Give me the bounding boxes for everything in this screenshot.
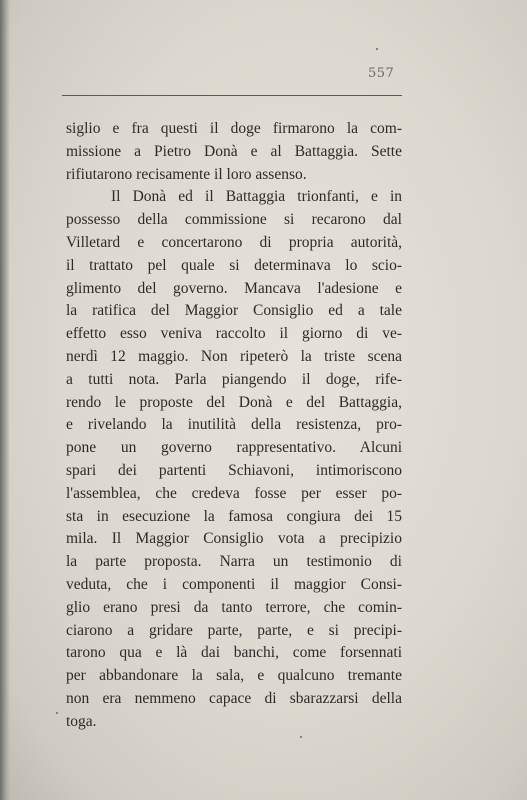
text-line: nerdì 12 maggio. Non ripeterò la triste scena [66, 347, 402, 365]
text-line: la ratifica del Maggior Consiglio ed a tale [66, 302, 402, 320]
paper-speck [376, 48, 378, 50]
text-line: mila. Il Maggior Consiglio vota a precipizio [66, 530, 402, 548]
text-line: e rivelando la inutilità della resistenza, pro- [66, 416, 402, 434]
text-line: pone un governo rappresentativo. Alcuni [66, 439, 402, 457]
text-line: a tutti nota. Parla piangendo il doge, rife- [66, 370, 402, 388]
text-line: ciarono a gridare parte, parte, e si precipi- [66, 621, 402, 639]
text-line: rendo le proposte del Donà e del Battaggia, [66, 393, 402, 411]
text-line: veduta, che i componenti il maggior Consi- [66, 575, 402, 593]
text-line: tarono qua e là dai banchi, come forsennati [66, 644, 402, 662]
text-line: il trattato pel quale si determinava lo scio- [66, 256, 402, 274]
text-line: glimento del governo. Mancava l'adesione e [66, 279, 402, 297]
text-line: Villetard e concertarono di propria autorità, [66, 233, 402, 251]
text-line: per abbandonare la sala, e qualcuno tremante [66, 667, 402, 685]
page-number: 557 [368, 66, 395, 81]
paper-speck [300, 736, 302, 738]
text-line: glio erano presi da tanto terrore, che comin- [66, 598, 402, 616]
text-line: Il Donà ed il Battaggia trionfanti, e in [111, 188, 402, 206]
text-line: non era nemmeno capace di sbarazzarsi della [66, 689, 402, 707]
paper-speck [56, 712, 58, 714]
text-line: spari dei partenti Schiavoni, intimoriscono [66, 461, 402, 479]
body-text [66, 118, 402, 734]
text-line: siglio e fra questi il doge firmarono la com- [66, 120, 402, 137]
text-line: effetto esso veniva raccolto il giorno di ve- [66, 325, 402, 343]
text-line: toga. [66, 712, 97, 730]
page-edge-shadow [0, 0, 10, 800]
text-line: la parte proposta. Narra un testimonio di [66, 553, 402, 571]
text-line: rifiutarono recisamente il loro assenso. [66, 165, 307, 183]
text-line: sta in esecuzione la famosa congiura dei 15 [66, 507, 402, 525]
text-line: missione a Pietro Donà e al Battaggia. Sette [66, 142, 402, 160]
header-rule [62, 95, 402, 96]
text-line: possesso della commissione si recarono dal [66, 211, 402, 229]
text-line: l'assemblea, che credeva fosse per esser po- [66, 484, 402, 502]
